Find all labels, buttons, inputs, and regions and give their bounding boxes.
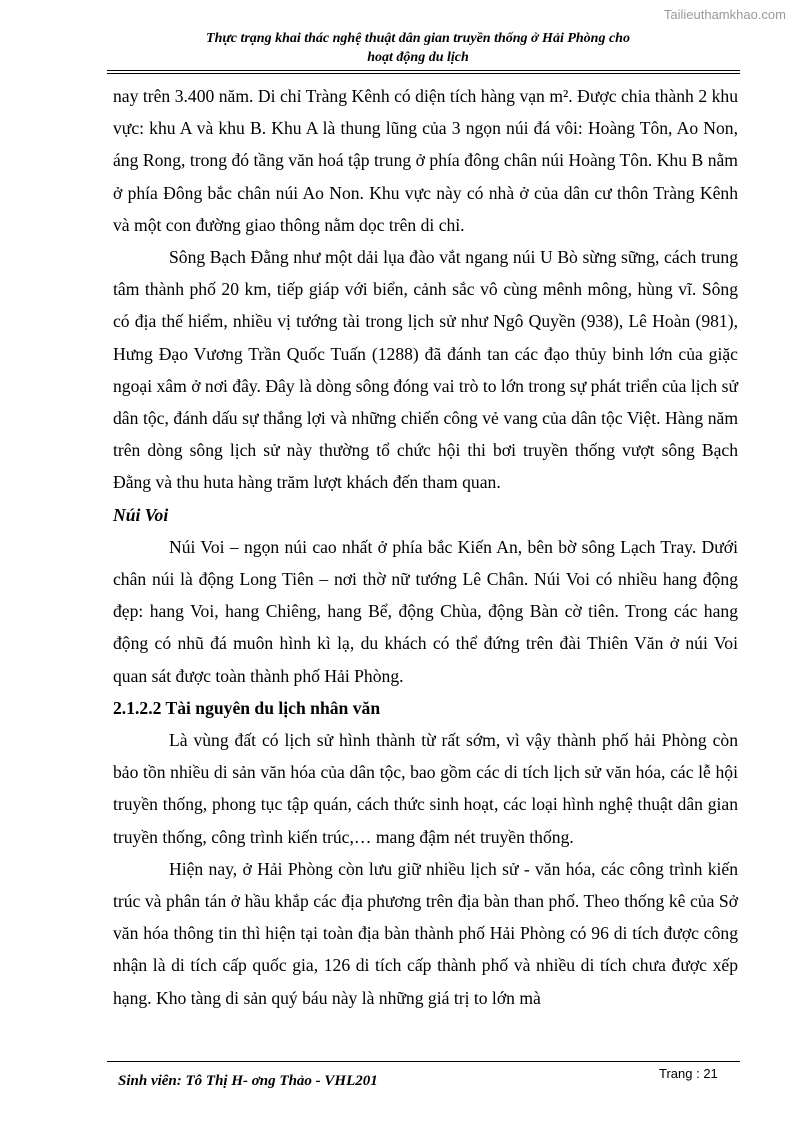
page-number: Trang : 21: [659, 1066, 718, 1081]
paragraph-heritage: Là vùng đất có lịch sử hình thành từ rất sớm, vì vậy thành phố hải Phòng còn bảo tồn nhiều di sản văn hóa của dân tộc, bao gồm các di tích lịch sử văn hóa, các lễ hội truyền thống, phong tục tập quán, cách thức sinh hoạt, các loại hình nghệ thuật dân gian truyền thống, công trình kiến trúc,… mang đậm nét truyền thống.: [113, 730, 738, 847]
page-header: [108, 29, 728, 67]
paragraph-bach-dang: Sông Bạch Đằng như một dải lụa đào vắt ngang núi U Bò sừng sững, cách trung tâm thành phố 20 km, tiếp giáp với biển, cảnh sắc vô cùng mênh mông, hùng vĩ. Sông có địa thế hiểm, nhiều vị tướng tài trong lịch sử như Ngô Quyền (938), Lê Hoàn (981), Hưng Đạo Vương Trần Quốc Tuấn (1288) đã đánh tan các đạo thủy binh lớn của giặc ngoại xâm ở nơi đây. Đây là dòng sông đóng vai trò to lớn trong sự phát triển của lịch sử dân tộc, đánh dấu sự thắng lợi và những chiến công vẻ vang của dân tộc Việt. Hàng năm trên dòng sông lịch sử này thường tổ chức hội thi bơi truyền thống vượt sông Bạch Đằng và thu huta hàng trăm lượt khách đến tham quan.: [113, 247, 738, 493]
section-heading: 2.1.2.2 Tài nguyên du lịch nhân văn: [113, 697, 381, 718]
paragraph-statistics: Hiện nay, ở Hải Phòng còn lưu giữ nhiều lịch sử - văn hóa, các công trình kiến trúc và phân tán ở hầu khắp các địa phương trên địa bàn than phố. Theo thống kê của Sở văn hóa thông tin thì hiện tại toàn địa bàn thành phố Hải Phòng có 96 di tích được công nhận là di tích cấp quốc gia, 126 di tích cấp thành phố và nhiều di tích chưa được xếp hạng. Kho tàng di sản quý báu này là những giá trị to lớn mà: [113, 858, 738, 1008]
paragraph-trang-kenh: nay trên 3.400 năm. Di chỉ Tràng Kênh có diện tích hàng vạn m². Được chia thành 2 khu vực: khu A và khu B. Khu A là thung lũng của 3 ngọn núi đá vôi: Hoàng Tôn, Ao Non, áng Rong, trong đó tầng văn hoá tập trung ở phía đông chân núi Hoàng Tôn. Khu B nằm ở phía Đông bắc chân núi Ao Non. Khu vực này có nhà ở của dân cư thôn Tràng Kênh và một con đường giao thông nằm dọc trên di chỉ.: [113, 86, 738, 235]
header-title-line-2: hoạt động du lịch: [367, 50, 469, 65]
paragraph-nui-voi: Núi Voi – ngọn núi cao nhất ở phía bắc Kiến An, bên bờ sông Lạch Tray. Dưới chân núi là động Long Tiên – nơi thờ nữ tướng Lê Chân. Núi Voi có nhiều hang động đẹp: hang Voi, hang Chiêng, hang Bể, động Chùa, động Bàn cờ tiên. Trong các hang động có nhũ đá muôn hình kì lạ, du khách có thể đứng trên đài Thiên Văn ở núi Voi quan sát được toàn thành phố Hải Phòng.: [113, 536, 738, 686]
header-divider: [107, 70, 740, 74]
footer-divider: [107, 1061, 740, 1062]
watermark: Tailieuthamkhao.com: [663, 7, 786, 22]
document-body: [113, 80, 738, 1014]
footer-author: Sinh viên: Tô Thị H- ơng Thảo - VHL201: [118, 1073, 378, 1089]
header-title-line-1: Thực trạng khai thác nghệ thuật dân gian truyền thống ở Hải Phòng cho: [206, 31, 630, 46]
subheading-nui-voi: Núi Voi: [113, 504, 169, 525]
